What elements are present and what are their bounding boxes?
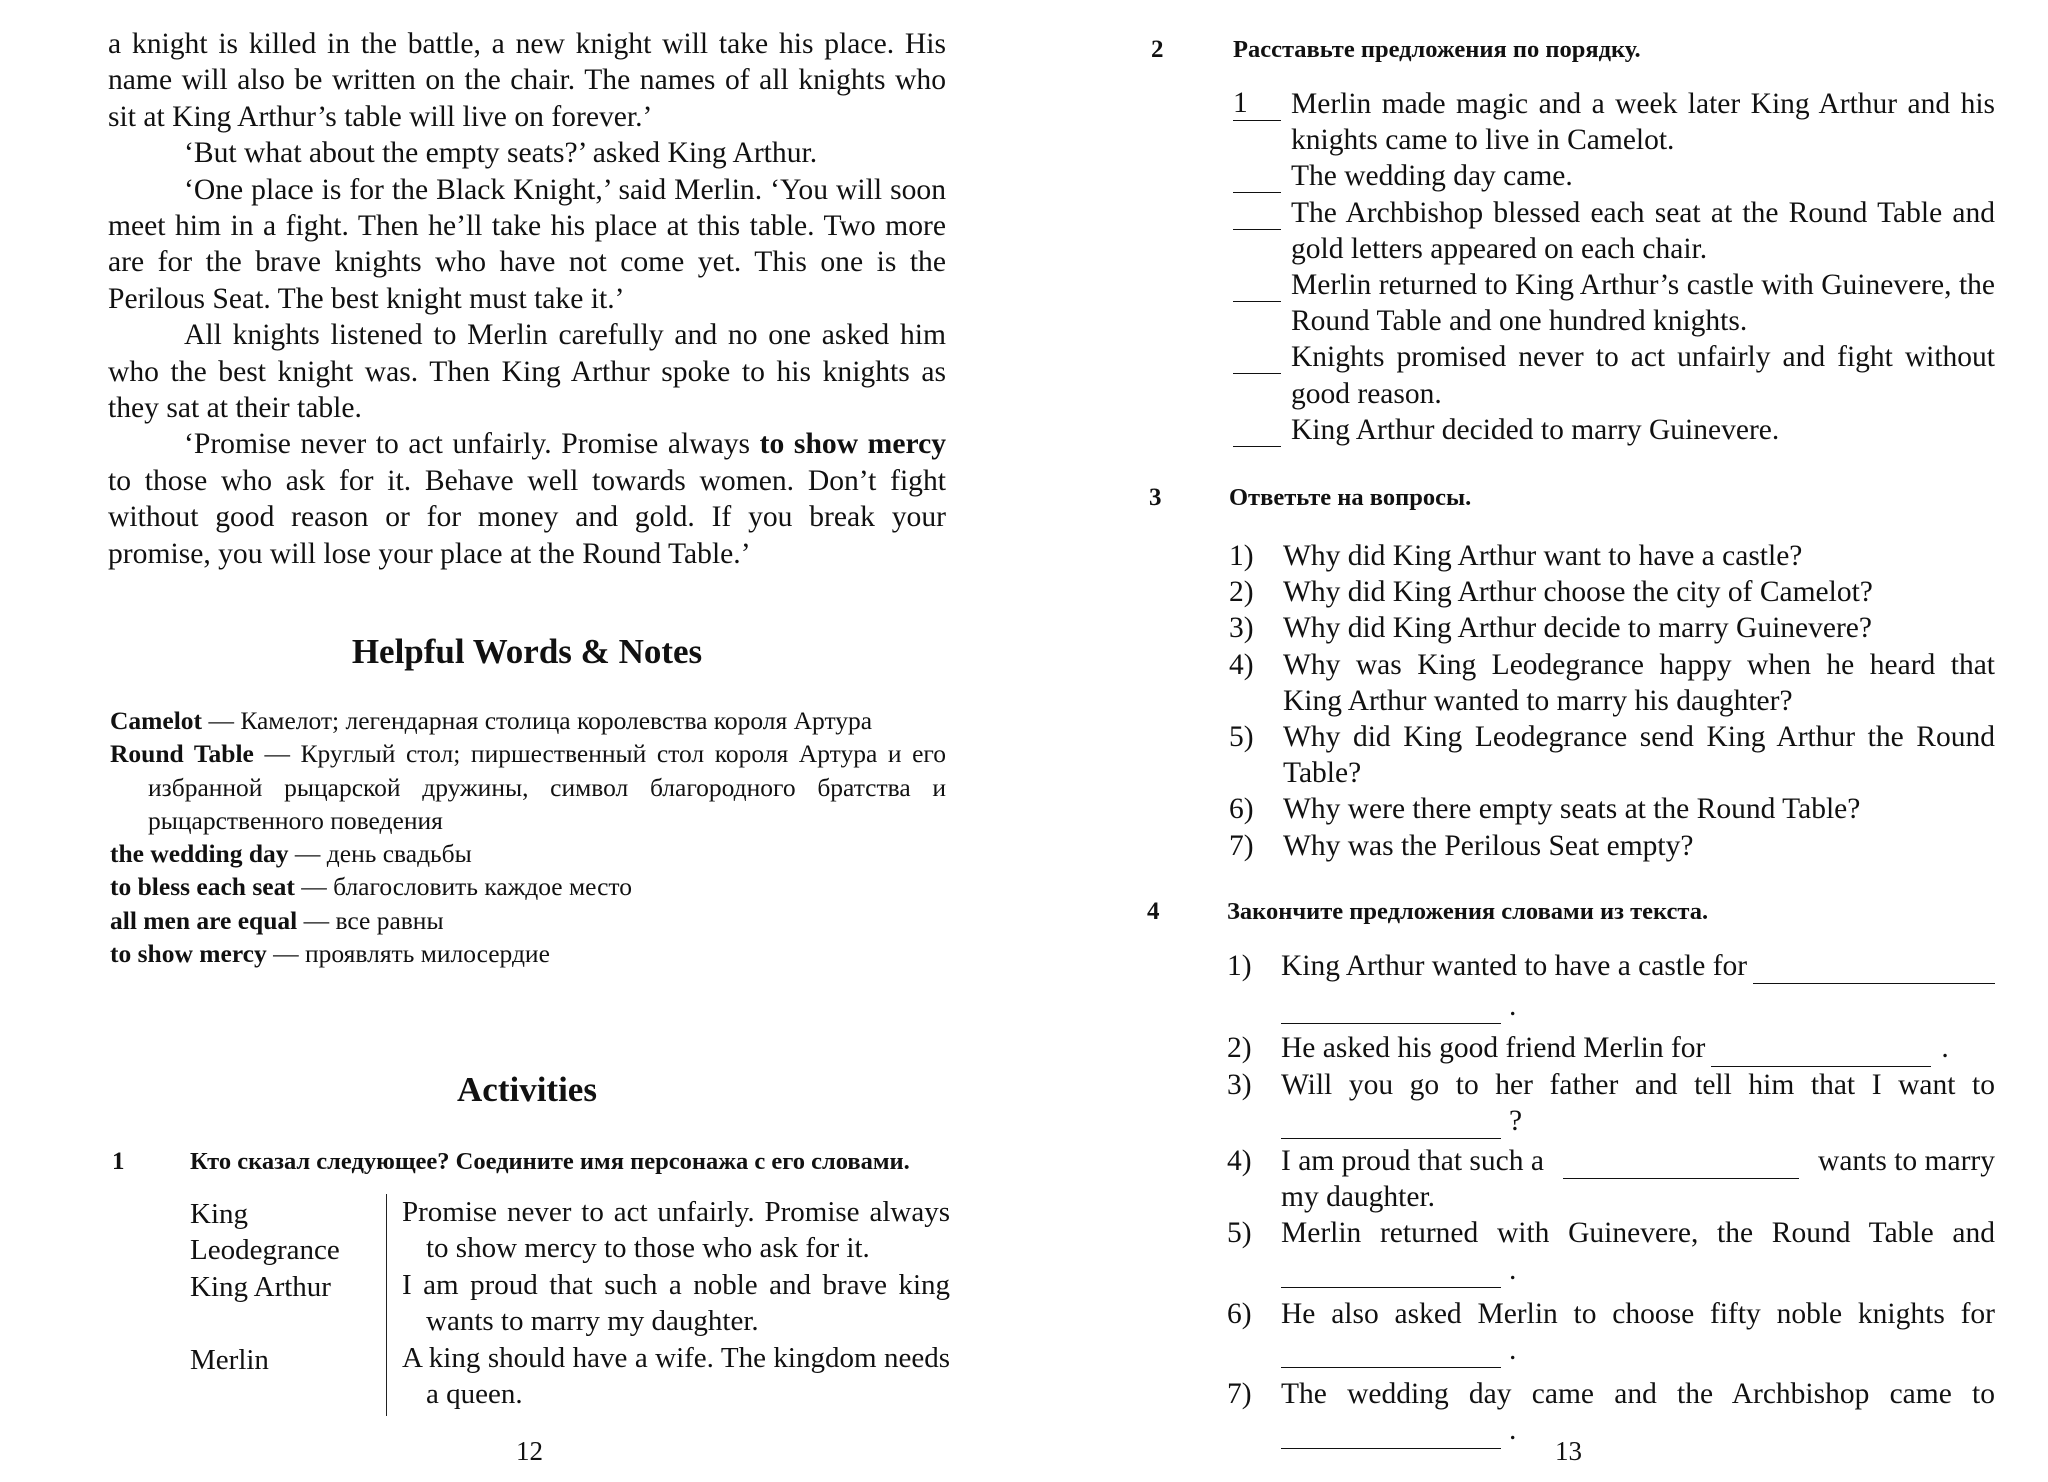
ordering-item-text: Merlin made magic and a week later King Arthur and his knights came to live in Camelot. — [1291, 88, 1995, 157]
story-bold-phrase: to show mercy — [759, 428, 946, 461]
answer-blank[interactable] — [1281, 1341, 1501, 1368]
question-number: 5) — [1229, 721, 1254, 754]
ordering-item — [1233, 339, 1995, 411]
order-answer-blank[interactable] — [1233, 339, 1281, 374]
fill-number: 2) — [1227, 1032, 1252, 1065]
glossary-definition: — день свадьбы — [288, 839, 472, 869]
glossary-term: to show mercy — [110, 939, 267, 969]
fill-text: wants to marry — [1818, 1145, 1995, 1178]
question-text: Why did King Arthur want to have a castle? — [1283, 540, 1803, 572]
story-text-span: to those who ask for it. Behave well towards women. Don’t fight without good reason or for money and gold. If you break your promise, you will lose your place at the Round Table.’ — [108, 464, 946, 570]
glossary-definition: — все равны — [297, 905, 444, 935]
fill-punctuation: . — [1509, 990, 1517, 1023]
character-name: King Arthur — [190, 1271, 331, 1303]
fill-item — [1227, 948, 1995, 1024]
fill-text: Merlin returned with Guinevere, the Round Table and — [1281, 1217, 1995, 1250]
page-number: 13 — [1555, 1436, 1582, 1466]
question-text: Why was the Perilous Seat empty? — [1283, 829, 1694, 862]
activity-3-title: Ответьте на вопросы. — [1229, 484, 1472, 511]
fill-item — [1227, 1030, 1995, 1066]
glossary-entry — [110, 870, 946, 903]
answer-blank[interactable] — [1711, 1040, 1931, 1067]
glossary-definition: — Камелот; легендарная столица королевства короля Артура — [202, 706, 873, 735]
question-text: Why did King Arthur choose the city of Camelot? — [1283, 576, 1873, 609]
fill-item — [1227, 1143, 1995, 1215]
glossary-term: all men are equal — [110, 905, 298, 935]
glossary-entry — [110, 704, 946, 737]
question-item — [1229, 610, 1995, 646]
fill-text: my daughter. — [1281, 1181, 1436, 1214]
fill-punctuation: . — [1509, 1253, 1517, 1286]
fill-item — [1227, 1215, 1995, 1287]
fill-text: He asked his good friend Merlin for — [1281, 1032, 1706, 1065]
story-text — [108, 26, 946, 572]
fill-text: King Arthur wanted to have a castle for — [1281, 950, 1748, 982]
quote: A king should have a wife. The kingdom needs a queen. — [402, 1342, 950, 1411]
glossary-term: the wedding day — [110, 839, 289, 869]
question-number: 6) — [1229, 793, 1254, 826]
fill-punctuation: . — [1509, 1414, 1517, 1447]
glossary-definition: — проявлять милосердие — [266, 939, 550, 969]
answer-blank[interactable] — [1753, 957, 1995, 984]
story-paragraph — [108, 426, 946, 572]
answer-blank[interactable] — [1281, 997, 1501, 1024]
question-item — [1229, 719, 1995, 791]
glossary-definition: — Круглый стол; пиршественный стол короля Артура и его избранной рыцарской дружины, символ благородного братства и рыцарственного поведения — [148, 739, 946, 835]
fill-number: 1) — [1227, 950, 1252, 982]
story-paragraph: All knights listened to Merlin carefully and no one asked him who the best knight was. Then King Arthur spoke to his knights as they sat at their table. — [108, 319, 946, 425]
story-paragraph: a knight is killed in the battle, a new knight will take his place. His name will also be written on the chair. The names of all knights who sit at King Arthur’s table will live on forever.’ — [108, 28, 946, 133]
ordering-item-text: Merlin returned to King Arthur’s castle with Guinevere, the Round Table and one hundred knights. — [1291, 269, 1995, 338]
question-text: Why did King Arthur decide to marry Guinevere? — [1283, 612, 1872, 645]
question-number: 2) — [1229, 576, 1254, 609]
quote: I am proud that such a noble and brave king wants to marry my daughter. — [402, 1269, 950, 1338]
fill-item — [1227, 1067, 1995, 1139]
fill-number: 6) — [1227, 1297, 1252, 1330]
glossary-term: Round Table — [110, 739, 254, 769]
ordering-list — [1233, 86, 1995, 448]
question-text: Why did King Leodegrance send King Arthur the Round Table? — [1283, 721, 1995, 790]
order-answer-blank[interactable] — [1233, 195, 1281, 230]
glossary-definition: — благословить каждое место — [294, 872, 632, 902]
fill-in-list — [1227, 948, 1995, 1449]
glossary-entry — [110, 837, 946, 870]
ordering-item — [1233, 412, 1995, 448]
order-answer-blank[interactable] — [1233, 412, 1281, 447]
fill-punctuation: ? — [1509, 1104, 1523, 1137]
glossary-term: Camelot — [110, 706, 203, 735]
question-item — [1229, 791, 1995, 827]
fill-punctuation: . — [1509, 1334, 1517, 1367]
fill-number: 4) — [1227, 1145, 1252, 1178]
ordering-item — [1233, 267, 1995, 339]
activity-4-number: 4 — [1147, 898, 1160, 925]
answer-blank[interactable] — [1281, 1112, 1501, 1139]
page-number: 12 — [516, 1436, 543, 1466]
fill-item — [1227, 1296, 1995, 1368]
character-name: King — [190, 1198, 248, 1230]
column-divider — [386, 1194, 387, 1416]
activities-heading: Activities — [457, 1070, 597, 1109]
activity-2-title: Расставьте предложения по порядку. — [1233, 36, 1641, 63]
answer-blank[interactable] — [1281, 1261, 1501, 1288]
helpful-words-heading: Helpful Words & Notes — [351, 632, 703, 671]
activity-4-title: Закончите предложения словами из текста. — [1227, 898, 1709, 925]
ordering-item — [1233, 158, 1995, 194]
question-text: Why was King Leodegrance happy when he heard that King Arthur wanted to marry his daughter? — [1283, 648, 1995, 717]
glossary-term: to bless each seat — [110, 872, 295, 902]
order-answer-blank[interactable] — [1233, 267, 1281, 302]
right-page — [1145, 0, 1995, 1482]
glossary-entry — [110, 904, 946, 937]
question-number: 1) — [1229, 540, 1254, 572]
fill-number: 3) — [1227, 1068, 1252, 1101]
question-item — [1229, 647, 1995, 719]
activity-1-title: Кто сказал следующее? Соедините имя персонажа с его словами. — [190, 1148, 910, 1175]
ordering-item-text: King Arthur decided to marry Guinevere. — [1291, 413, 1780, 446]
answer-blank[interactable] — [1563, 1152, 1799, 1179]
fill-number: 5) — [1227, 1217, 1252, 1250]
question-item — [1229, 574, 1995, 610]
fill-text: The wedding day came and the Archbishop came to — [1281, 1378, 1995, 1411]
question-text: Why were there empty seats at the Round Table? — [1283, 793, 1861, 826]
fill-punctuation: . — [1941, 1032, 1949, 1065]
quote: Promise never to act unfairly. Promise always to show mercy to those who ask for it. — [402, 1196, 950, 1265]
activity-2-number: 2 — [1151, 36, 1164, 63]
fill-item — [1227, 1376, 1995, 1448]
answer-blank[interactable] — [1281, 1422, 1501, 1449]
fill-text: I am proud that such a — [1281, 1145, 1544, 1178]
story-text-span: ‘Promise never to act unfairly. Promise always — [184, 428, 760, 461]
ordering-item-text: The wedding day came. — [1291, 160, 1573, 193]
activity-1-number: 1 — [112, 1148, 125, 1175]
story-paragraph: ‘One place is for the Black Knight,’ said Merlin. ‘You will soon meet him in a fight. Then he’ll take his place at this table. Two more are for the brave knights who have not come yet. This one is the Perilous Seat. The best knight must take it.’ — [108, 173, 946, 315]
activity-3-number: 3 — [1149, 484, 1162, 511]
glossary-entry — [110, 937, 946, 970]
glossary-entry — [110, 737, 946, 837]
story-paragraph: ‘But what about the empty seats?’ asked King Arthur. — [184, 137, 818, 170]
order-answer-blank[interactable] — [1233, 158, 1281, 193]
order-answer-blank[interactable]: 1 — [1233, 86, 1281, 121]
question-item — [1229, 538, 1995, 574]
character-name: Merlin — [190, 1344, 269, 1376]
left-page — [108, 0, 950, 1482]
question-number: 3) — [1229, 612, 1254, 645]
glossary — [110, 704, 946, 970]
ordering-item — [1233, 195, 1995, 267]
matching-table — [190, 1196, 950, 1414]
fill-number: 7) — [1227, 1378, 1252, 1411]
ordering-item-text: Knights promised never to act unfairly and fight without good reason. — [1291, 341, 1995, 410]
ordering-item-text: The Archbishop blessed each seat at the Round Table and gold letters appeared on each chair. — [1291, 196, 1995, 265]
fill-text: He also asked Merlin to choose fifty noble knights for — [1281, 1297, 1995, 1330]
fill-text: Will you go to her father and tell him that I want to — [1281, 1068, 1995, 1101]
question-number: 4) — [1229, 648, 1254, 681]
character-name: Leodegrance — [190, 1234, 340, 1266]
questions-list — [1229, 538, 1995, 864]
question-number: 7) — [1229, 829, 1254, 862]
question-item — [1229, 828, 1995, 864]
ordering-item — [1233, 86, 1995, 158]
